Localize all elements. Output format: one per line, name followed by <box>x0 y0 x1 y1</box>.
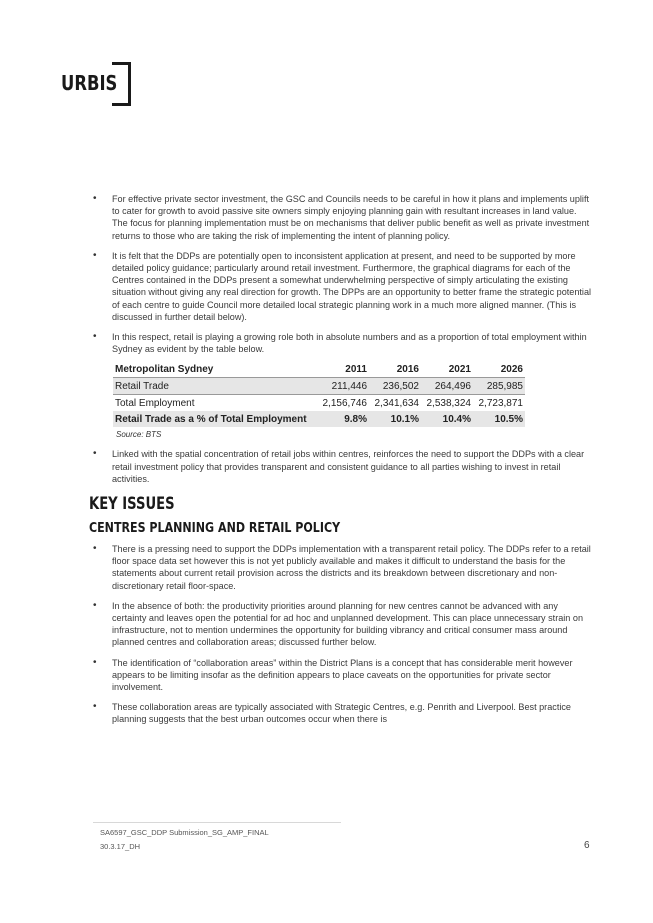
logo-bracket-bottom <box>112 103 120 106</box>
table-header-cell: 2026 <box>473 361 525 378</box>
table-row <box>113 411 525 427</box>
heading-key-issues: KEY ISSUES <box>89 494 175 515</box>
table-cell: 2,538,324 <box>421 395 473 412</box>
logo-text: URBIS <box>61 71 118 95</box>
table-header-cell: 2021 <box>421 361 473 378</box>
table-cell: 285,985 <box>473 378 525 395</box>
document-body <box>89 193 593 734</box>
list-item: • Linked with the spatial concentration of retail jobs within centres, reinforces the need to support the DDPs with a clear retail investment policy that provides transparent and consistent guidance to all parties wishing to invest in retail activities. <box>93 448 593 485</box>
table-row <box>113 395 525 412</box>
table-cell: 10.5% <box>473 411 525 427</box>
table-cell: 264,496 <box>421 378 473 395</box>
list-item: • In this respect, retail is playing a growing role both in absolute numbers and as a proportion of total employment within Sydney as evident by the table below. <box>93 331 593 355</box>
list-item: • In the absence of both: the productivity priorities around planning for new centres cannot be advanced with any certainty and leaves open the potential for ad hoc and unplanned development. This can place unnecessary strain on infrastructure, not to mention undermines the opportunity for building vibrancy and critical consumer mass around planned centres and collaboration areas; discussed further below. <box>93 600 593 649</box>
list-item: • The identification of “collaboration areas” within the District Plans is a concept that has considerable merit however appears to be limiting insofar as the definition appears to place caveats on the opportunities for private sector involvement. <box>93 657 593 694</box>
table-cell: 10.4% <box>421 411 473 427</box>
bullet-list-bottom <box>93 543 593 726</box>
table-cell: 2,156,746 <box>317 395 369 412</box>
list-item: • It is felt that the DDPs are potentially open to inconsistent application at present, and need to be supported by more detailed policy guidance; particularly around retail investment. Furthermore, the graphical diagrams for each of the Centres contained in the DDPs present a somewhat underwhelming perspective of simply articulating the existing situation without giving any real direction for growth. The DPPs are an opportunity to better frame the strategic potential of each centre to guide Council more detailed local strategic planning work in a much more aligned manner. (This is discussed in further detail below). <box>93 250 593 323</box>
table-cell: 2,341,634 <box>369 395 421 412</box>
list-item: • These collaboration areas are typically associated with Strategic Centres, e.g. Penrith and Liverpool. Best practice planning suggests that the best urban outcomes occur when there is <box>93 701 593 725</box>
footer-date: 30.3.17_DH <box>100 842 141 851</box>
logo-bracket <box>117 62 131 106</box>
table-header-cell: Metropolitan Sydney <box>113 361 317 378</box>
urbis-logo <box>61 62 135 107</box>
table-cell: 10.1% <box>369 411 421 427</box>
table-cell: 236,502 <box>369 378 421 395</box>
table-row <box>113 378 525 395</box>
table-cell: Total Employment <box>113 395 317 412</box>
table-cell: 2,723,871 <box>473 395 525 412</box>
heading-centres-planning: CENTRES PLANNING AND RETAIL POLICY <box>89 520 341 537</box>
list-item: • There is a pressing need to support the DDPs implementation with a transparent retail policy. The DDPs refer to a retail floor space data set however this is not yet publicly available and makes it difficult to understand the basis for the statements about current retail provision across the districts and its breakdown between discretionary and non-discretionary retail floor-space. <box>93 543 593 592</box>
table-header-row <box>113 361 525 378</box>
bullet-list-middle <box>93 448 593 485</box>
page-number: 6 <box>584 840 590 851</box>
table-header-cell: 2016 <box>369 361 421 378</box>
bullet-list-top <box>93 193 593 355</box>
table-cell: 9.8% <box>317 411 369 427</box>
table-cell: Retail Trade as a % of Total Employment <box>113 411 317 427</box>
footer-divider <box>93 822 341 823</box>
table-cell: 211,446 <box>317 378 369 395</box>
retail-employment-table <box>113 361 525 427</box>
list-item: • For effective private sector investment, the GSC and Councils needs to be careful in how it plans and implements uplift to cater for growth to avoid passive site owners simply enjoying planning gain with resultant increases in land value. The focus for planning implementation must be on mechanisms that deliver public benefit as well as private investment returns to those who are taking the risk of implementing the intent of planning policy. <box>93 193 593 242</box>
table-source: Source: BTS <box>116 430 162 440</box>
footer-reference: SA6597_GSC_DDP Submission_SG_AMP_FINAL <box>100 828 269 837</box>
table-header-cell: 2011 <box>317 361 369 378</box>
table-cell: Retail Trade <box>113 378 317 395</box>
